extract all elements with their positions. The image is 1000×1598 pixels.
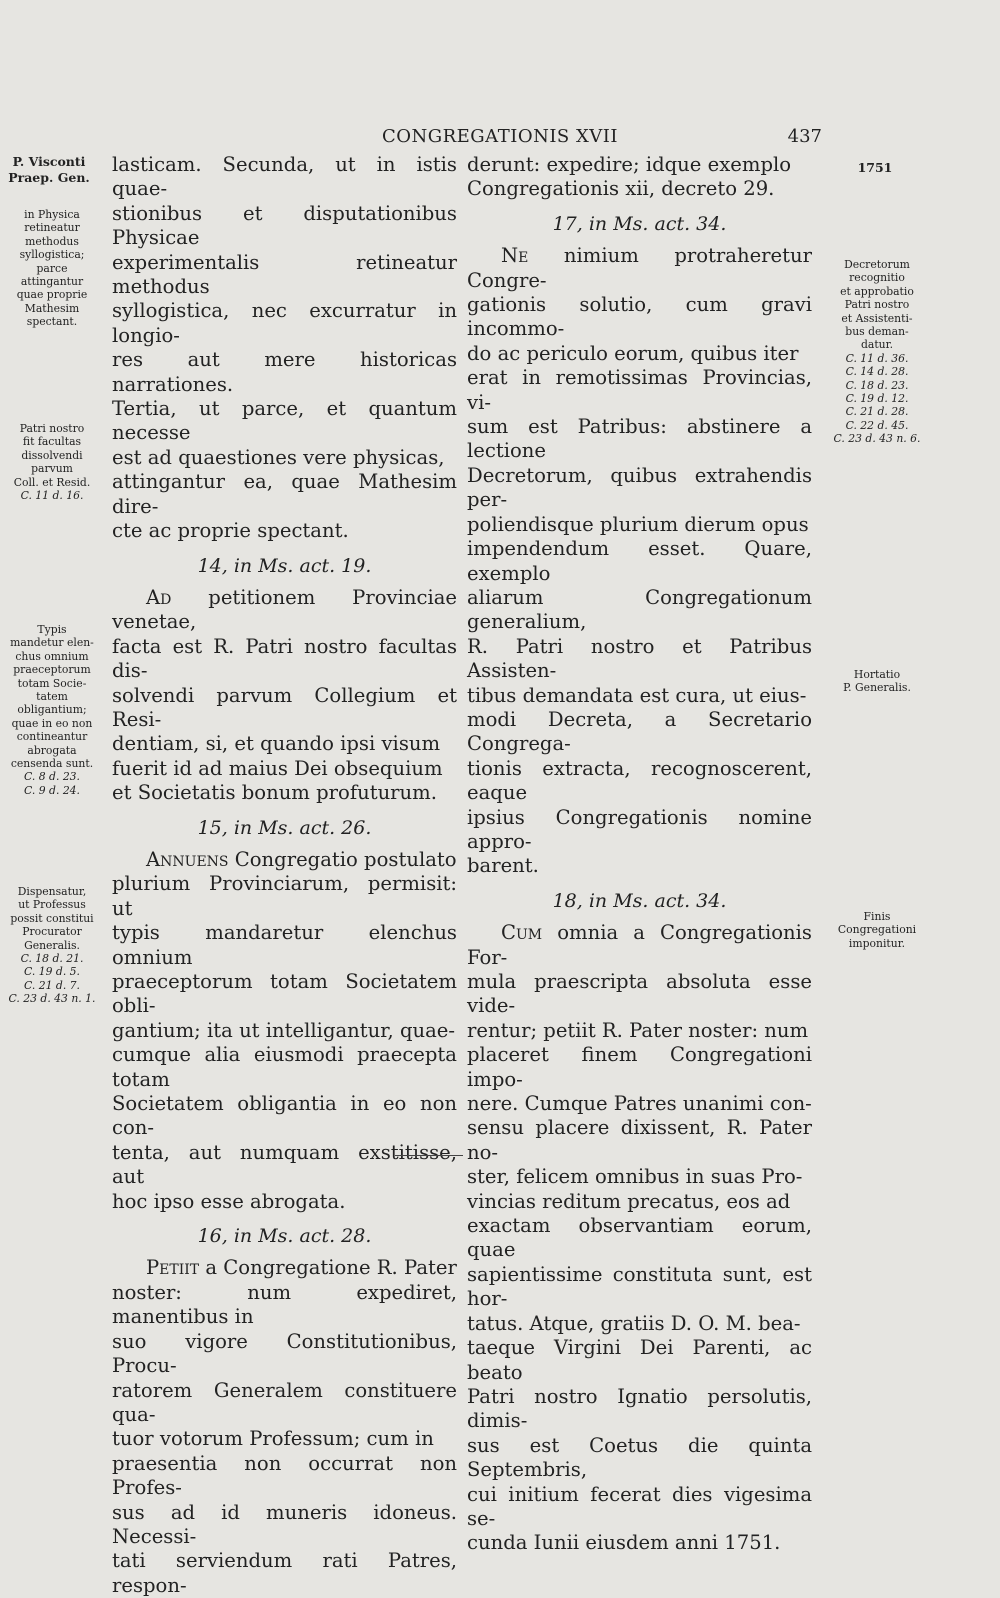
paragraph-initial: Ad [146, 585, 172, 609]
note-line: et approbatio [840, 284, 914, 298]
note-line: possit constitui [10, 911, 94, 925]
note-line: praeceptorum [13, 663, 91, 677]
note-reference: C. 9 d. 24. [24, 783, 80, 797]
paragraph-initial: Cum [501, 921, 543, 945]
note-reference: C. 8 d. 23. [24, 770, 80, 784]
note-line: in Physica [24, 208, 80, 221]
note-line: parce [36, 261, 68, 275]
note-line: mandetur elen- [10, 636, 94, 650]
paragraph: Annuens Congregatio postulato plurium Provinciarum, permisit: ut typis mandaretur elenchus omnium praeceptorum totam Societatem obli- gantium; ita ut intelligantur, quae- cumque alia eiusmodi praecepta totam Societatem obligantia in eo non con- tenta, aut numquam exstitisse, aut hoc ipso esse abrogata. [112, 847, 457, 1213]
note-line: tatem [36, 690, 68, 704]
opening-text: lasticam. Secunda, ut in istis quae- stionibus et disputationibus Physicae experimentalis retineatur methodus syllogistica, nec excurratur in longio- res aut mere historicas narrationes. Tertia, ut parce, et quantum necesse est ad quaestiones vere physicas, attingantur ea, quae Mathesim dire- cte ac proprie spectant. [112, 153, 457, 543]
section-heading: 17, in Ms. act. 34. [552, 212, 727, 235]
note-line: censenda sunt. [10, 757, 94, 771]
note-reference: C. 18 d. 23. [845, 378, 909, 392]
paragraph-initial: Ne [501, 244, 529, 268]
note-line: attingantur [20, 275, 84, 289]
note-line: syllogistica; [19, 248, 85, 262]
note-reference: C. 18 d. 21. [20, 952, 84, 966]
note-line: Dispensatur, [17, 885, 87, 898]
note-line: Coll. et Resid. [13, 475, 91, 489]
paragraph: Ne nimium protraheretur Congre- gationis solutio, cum gravi incommo- do ac periculo eorum, quibus iter erat in remotissimas Provincias, vi- sum est Patribus: abstinere a lectione Decretorum, quibus extrahendis per- poliendisque plurium dierum opus impendendum esset. Quare, exemplo aliarum Congregationum generalium, R. Patri nostro et Patribus Assisten- tibus demandata est cura, ut eius- modi Decreta, a Secretario Congrega- tionis extracta, recognoscerent, eaque ipsius Congregationis nomine appro- barent. [467, 244, 812, 878]
note-line: abrogata [27, 743, 77, 757]
note-line: Patri nostro [844, 298, 910, 312]
note-line: chus omnium [15, 649, 89, 663]
paragraph: Cum omnia a Congregationis For- mula praescripta absoluta esse vide- rentur; petiit R. Pater noster: num placeret finem Congregationi impo- nere. Cumque Patres unanimi con- sensu placere dixissent, R. Pater no- ster, felicem omnibus in suas Pro- vincias reditum precatus, eos ad exactam observantiam eorum, quae sapientissime constituta sunt, est hor- tatus. Atque, gratiis D. O. M. bea- taeque Virgini Dei Parenti, ac beato Patri nostro Ignatio persolutis, dimis- sus est Coetus die quinta Septembris, cui initium fecerat dies vigesima se- cunda Iunii eiusdem anni 1751. [467, 921, 812, 1555]
note-reference: C. 19 d. 5. [24, 965, 80, 979]
note-reference: C. 22 d. 45. [845, 418, 909, 432]
left-column [112, 153, 457, 1598]
note-reference: C. 19 d. 12. [845, 392, 909, 406]
note-line: quae proprie [16, 288, 88, 302]
note-line: totam Socie- [17, 676, 87, 690]
note-line: P. Generalis. [843, 681, 911, 695]
section-heading: 15, in Ms. act. 26. [197, 816, 372, 839]
note-line: Typis [37, 623, 67, 636]
paragraph-initial: Annuens [146, 847, 229, 871]
right-column [467, 153, 812, 1556]
note-line: ut Professus [18, 898, 86, 912]
author-marginal: P. Visconti Praep. Gen. [8, 154, 90, 185]
note-reference: C. 11 d. 36. [845, 351, 909, 365]
note-line: et Assistenti- [841, 311, 913, 325]
marginal-note [6, 885, 98, 1006]
note-line: Hortatio [853, 668, 901, 681]
note-line: datur. [860, 338, 894, 352]
note-reference: C. 21 d. 7. [24, 978, 80, 992]
note-line: retineatur [24, 221, 80, 235]
note-line: Generalis. [24, 938, 80, 952]
note-line: imponitur. [848, 936, 906, 950]
note-line: obligantium; [17, 703, 87, 717]
section-heading: 14, in Ms. act. 19. [197, 554, 372, 577]
note-line: Congregationi [837, 923, 917, 937]
marginal-note [6, 208, 98, 329]
note-line: quae in eo non [11, 716, 93, 730]
note-line: contineantur [16, 730, 88, 744]
note-line: bus deman- [845, 325, 909, 339]
page-number: 437 [787, 126, 822, 147]
marginal-note [822, 910, 932, 950]
marginal-note [6, 623, 98, 797]
note-line: methodus [25, 234, 79, 248]
note-line: spectant. [26, 315, 78, 329]
note-line: recognitio [849, 271, 905, 285]
note-line: Mathesim [24, 301, 80, 315]
paragraph: Petiit a Congregatione R. Pater noster: num expediret, manentibus in suo vigore Constitutionibus, Procu- ratorem Generalem constituere qua- tuor votorum Professum; cum in praesentia non occurrat non Profes- sus ad id muneris idoneus. Necessi- tati serviendum rati Patres, respon- [112, 1256, 457, 1597]
marginal-note [6, 422, 98, 502]
section-heading: 18, in Ms. act. 34. [552, 889, 727, 912]
note-reference: C. 23 d. 43 n. 1. [8, 992, 96, 1006]
paragraph-initial: Petiit [146, 1256, 200, 1280]
note-line: Patri nostro [19, 422, 85, 435]
footnote-rule [395, 1155, 463, 1156]
note-line: parvum [31, 462, 73, 476]
opening-text: derunt: expedire; idque exemplo Congregationis xii, decreto 29. [467, 153, 792, 201]
note-line: Decretorum [844, 258, 910, 271]
note-line: dissolvendi [21, 448, 83, 462]
note-reference: C. 14 d. 28. [845, 365, 909, 379]
note-reference: C. 11 d. 16. [20, 489, 84, 503]
note-line: Procurator [22, 925, 82, 939]
paragraph: Ad petitionem Provinciae venetae, facta est R. Patri nostro facultas dis- solvendi parvum Collegium et Resi- dentiam, si, et quando ipsi visum fuerit id ad maius Dei obsequium et Societatis bonum profuturum. [112, 585, 458, 805]
section-heading: 16, in Ms. act. 28. [197, 1225, 372, 1248]
note-line: fit facultas [22, 435, 82, 449]
marginal-note [822, 258, 932, 446]
year-marginal: 1751 [857, 160, 893, 175]
marginal-note [822, 668, 932, 695]
note-reference: C. 23 d. 43 n. 6. [833, 432, 921, 446]
note-reference: C. 21 d. 28. [845, 405, 909, 419]
running-header: CONGREGATIONIS XVII [381, 126, 619, 147]
note-line: Finis [863, 910, 891, 923]
